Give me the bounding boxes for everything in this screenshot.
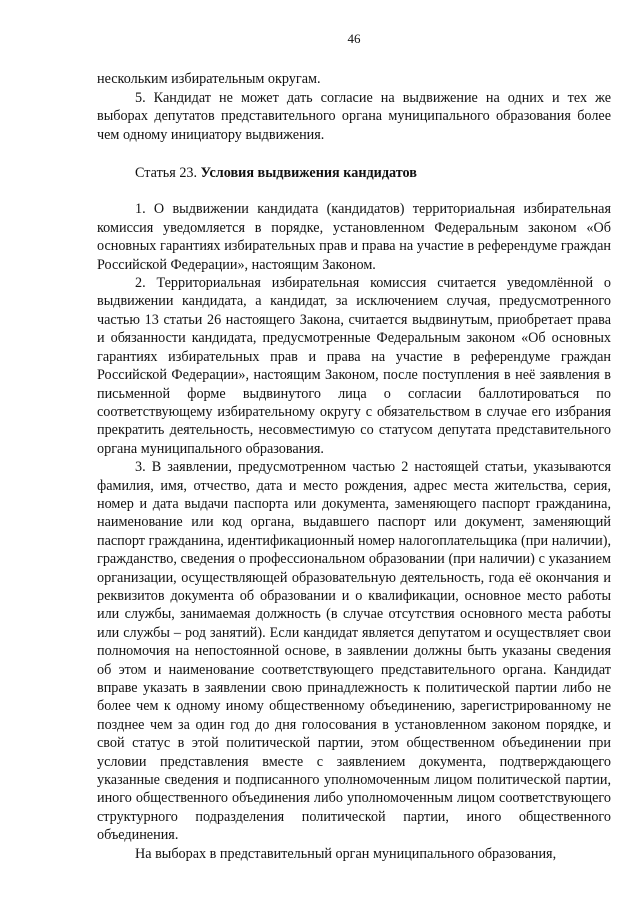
article-number: Статья 23. <box>135 165 198 182</box>
page-number: 46 <box>347 31 361 46</box>
paragraph-continuation: нескольким избирательным округам. <box>97 71 321 88</box>
paragraph-item-2: 2. Территориальная избирательная комиссия считается уведомлённой о выдвижении кандидата, а кандидат, за исключением случая, предусмотренного частью 13 статьи 26 настоящего Закона, считается выдвинутым, приобретает права и обязанности кандидата, предусмотренные Федеральным законом «Об основных гарантиях избирательных прав и права на участие в референдуме граждан Российской Федерации», настоящим Законом, после поступления в неё заявления в письменной форме выдвинутого лица о согласии баллотироваться по соответствующему избирательному округу с обязательством в случае его избрания прекратить деятельность, несовместимую со статусом депутата представительного органа муниципального образования. <box>97 275 611 457</box>
paragraph-item-1: 1. О выдвижении кандидата (кандидатов) территориальная избирательная комиссия уведомляется в порядке, установленном Федеральным законом «Об основных гарантиях избирательных прав и права на участие в референдуме граждан Российской Федерации», настоящим Законом. <box>97 201 611 273</box>
paragraph-item-3: 3. В заявлении, предусмотренном частью 2 настоящей статьи, указываются фамилия, имя, отчество, дата и место рождения, адрес места жительства, серия, номер и дата выдачи паспорта или документа, заменяющего паспорт гражданина, наименование или код органа, выдавшего паспорт или документ, заменяющий паспорт гражданина, идентификационный номер налогоплательщика (при наличии), гражданство, сведения о профессиональном образовании (при наличии) с указанием организации, осуществляющей образовательную деятельность, года её окончания и реквизитов документа об образовании и о квалификации, основное место работы или службы, занимаемая должность (в случае отсутствия основного места работы или службы – род занятий). Если кандидат является депутатом и осуществляет свои полномочия на непостоянной основе, в заявлении должны быть указаны сведения об этом и наименование соответствующего представительного органа. Кандидат вправе указать в заявлении свою принадлежность к политической партии либо не более чем к одному иному общественному объединению, зарегистрированному не позднее чем за один год до дня голосования в установленном законом порядке, и свой статус в этой политической партии, этом общественном объединении при условии представления вместе с заявлением документа, подтверждающего указанные сведения и подписанного уполномоченным лицом политической партии, иного общественного объединения либо уполномоченным лицом соответствующего структурного подразделения политической партии, иного общественного объединения. <box>97 459 611 844</box>
article-heading <box>97 164 611 182</box>
article-title: Условия выдвижения кандидатов <box>200 165 417 182</box>
document-page <box>97 30 611 863</box>
paragraph-item-5: 5. Кандидат не может дать согласие на выдвижение на одних и тех же выборах депутатов представительного органа муниципального образования более чем одному инициатору выдвижения. <box>97 89 611 143</box>
paragraph-elections: На выборах в представительный орган муниципального образования, <box>135 845 557 862</box>
